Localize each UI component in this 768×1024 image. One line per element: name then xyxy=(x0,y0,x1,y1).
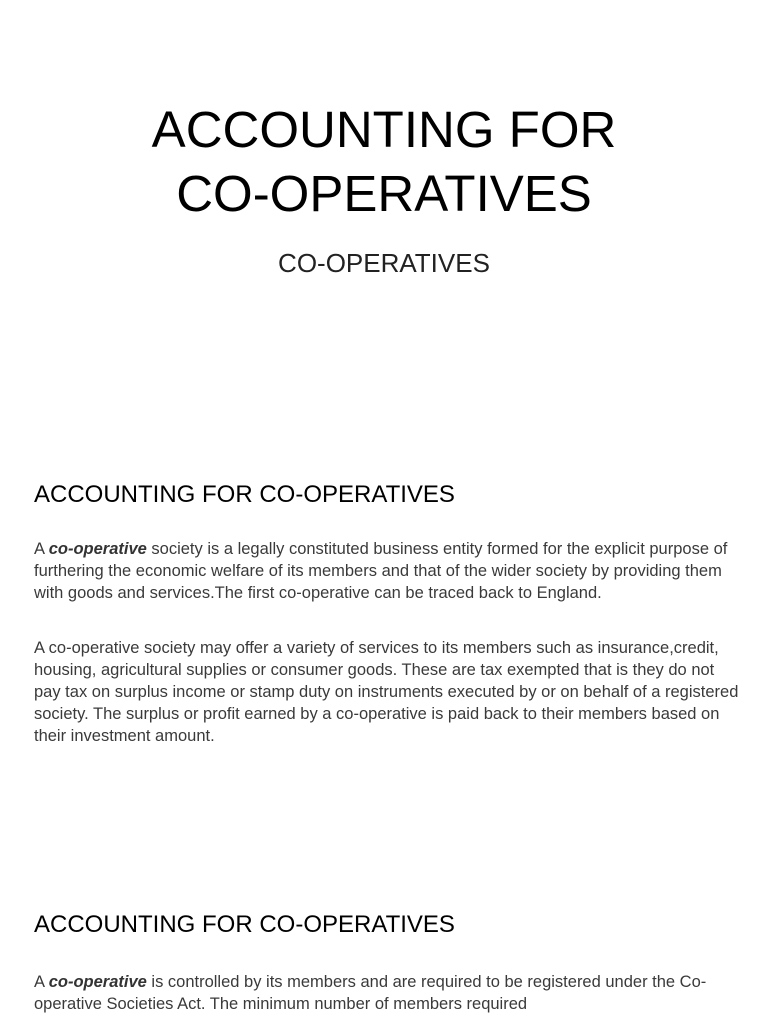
paragraph-lead: A xyxy=(34,540,49,558)
content-slide-2 xyxy=(0,832,768,1024)
paragraph-rest: society is a legally constituted business entity formed for the explicit purpose of furthering the economic welfare of its members and that of the wider society by providing them with goods and services.The first co-operative can be traced back to England. xyxy=(34,540,728,602)
section-heading: ACCOUNTING FOR CO-OPERATIVES xyxy=(34,481,455,508)
main-title xyxy=(0,98,768,226)
paragraph-lead: A xyxy=(34,973,49,991)
title-slide xyxy=(0,0,768,432)
subtitle: CO-OPERATIVES xyxy=(278,248,490,278)
emphasized-term: co-operative xyxy=(48,973,147,991)
main-title-line-2: CO-OPERATIVES xyxy=(176,165,592,222)
paragraph-definition xyxy=(34,538,740,604)
paragraph-control xyxy=(34,971,740,1015)
main-title-line-1: ACCOUNTING FOR xyxy=(151,101,617,158)
paragraph-rest: is controlled by its members and are required to be registered under the Co-operative Societies Act. The minimum number of members required xyxy=(34,973,707,1013)
emphasized-term: co-operative xyxy=(48,540,147,558)
paragraph-services: A co-operative society may offer a variety of services to its members such as insurance,credit, housing, agricultural supplies or consumer goods. These are tax exempted that is they do not pay tax on surplus income or stamp duty on instruments executed by or on behalf of a registered society. The surplus or profit earned by a co-operative is paid back to their members based on their investment amount. xyxy=(34,639,739,745)
content-slide-1 xyxy=(0,432,768,832)
section-heading: ACCOUNTING FOR CO-OPERATIVES xyxy=(34,911,455,938)
